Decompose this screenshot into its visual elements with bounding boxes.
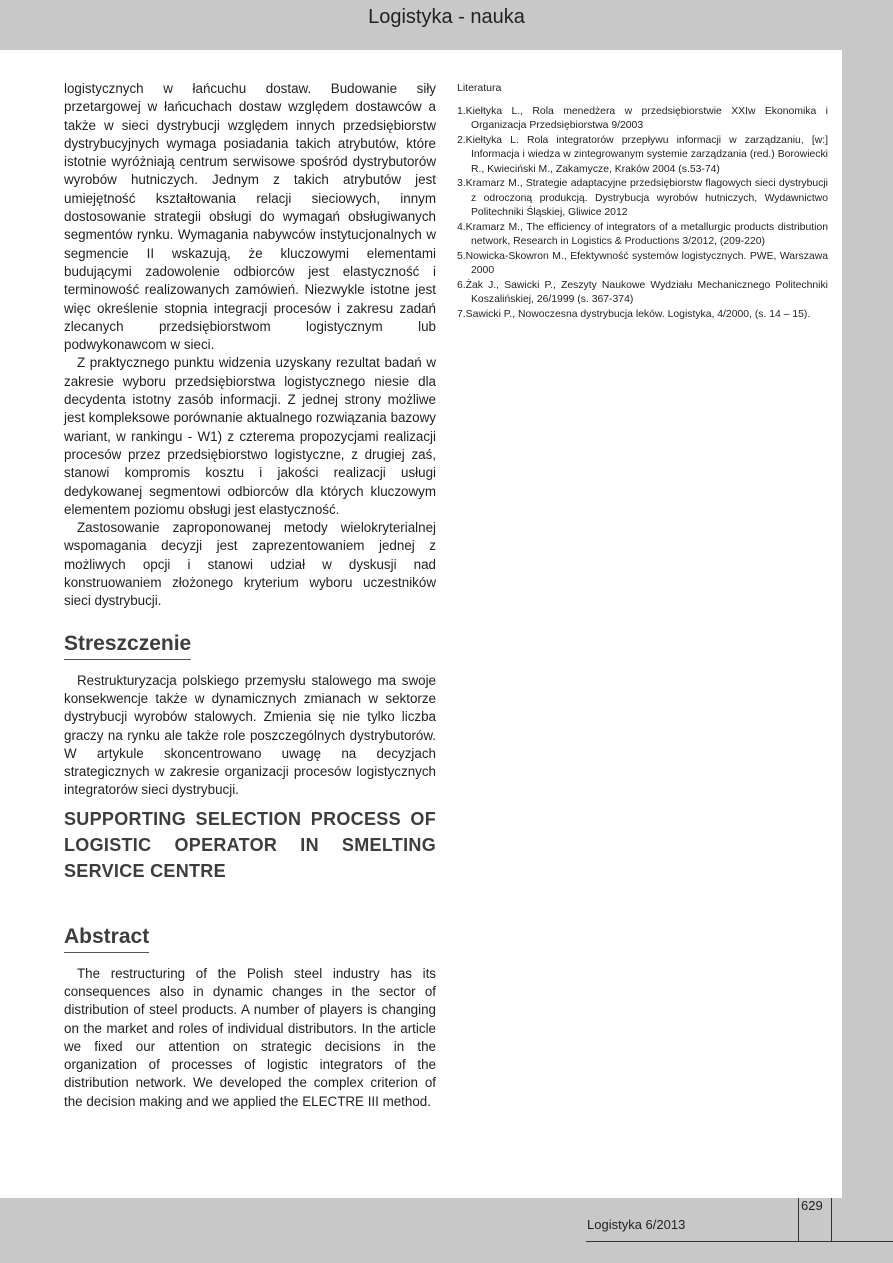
english-title: SUPPORTING SELECTION PROCESS OF LOGISTIC OPERATOR IN SMELTING SERVICE CENTRE	[64, 808, 436, 881]
header-title: Logistyka - nauka	[368, 6, 525, 28]
page-content	[0, 50, 842, 1198]
reference-item: 4.Kramarz M., The efficiency of integrators of a metallurgic products distribution network, Research in Logistics & Productions 3/2012, (209-220)	[457, 221, 828, 247]
streszczenie-text: Restrukturyzacja polskiego przemysłu stalowego ma swoje konsekwencje także w dynamicznych zmianach w sektorze dystrybucji wyrobów stalowych. Zmienia się nie tylko liczba graczy na rynku ale także role poszczególnych dystrybutorów. W artykule skoncentrowano uwagę na decyzjach strategicznych w zakresie organizacji procesów logistycznych integratorów sieci dystrybucji.	[64, 672, 436, 798]
body-paragraph: Z praktycznego punktu widzenia uzyskany rezultat badań w zakresie wyboru przedsiębiorstwa logistycznego niesie dla decydenta istotny zasób informacji. Z jednej strony możliwe jest kompleksowe porównanie aktualnego rozwiązania bazowy wariant, w rankingu - W1) z czterema propozycjami realizacji procesów przez przedsiębiorstwo logistyczne, z drugiej zaś, stanowi kompromis kosztu i jakości realizacji usługi dedykowanej segmentowi odbiorców dla których kluczowym elementem poziomu obsługi jest elastyczność.	[64, 355, 436, 517]
reference-item: 2.Kiełtyka L. Rola integratorów przepływu informacji w zarządzaniu, [w:] Informacja i wiedza w zintegrowanym systemie zarządzania (red.) Borowiecki R., Kwieciński M., Zakamycze, Kraków 2004 (s.53-74)	[457, 134, 828, 175]
literature-column	[457, 81, 828, 322]
page-number: 629	[798, 1198, 832, 1241]
body-paragraph: logistycznych w łańcuchu dostaw. Budowanie siły przetargowej w łańcuchach dostaw względem dostawców a także w sieci dystrybucji względem innych przedsiębiorstw dystrybucyjnych wymaga posiadania takich atrybutów, które istotnie wyróżniają centrum serwisowe spośród dystrybutorów wyrobów hutniczych. Jednym z takich atrybutów jest umiejętność kształtowania relacji sieciowych, innym dostosowanie strategii obsługi do wymagań obsługiwanych segmentów rynku. Wymagania nabywców instytucjonalnych w segmencie II wskazują, że kluczowymi elementami budującymi zadowolenie odbiorców jest elastyczność i terminowość realizowanych zamówień. Niezwykle istotne jest więc określenie stopnia integracji procesów i zakresu zadań zlecanych przedsiębiorstwom logistycznym lub podwykonawcom w sieci.	[64, 81, 436, 353]
literature-heading: Literatura	[457, 82, 502, 94]
streszczenie-heading: Streszczenie	[64, 631, 191, 660]
reference-item: 5.Nowicka-Skowron M., Efektywność systemów logistycznych. PWE, Warszawa 2000	[457, 250, 828, 276]
reference-item: 6.Żak J., Sawicki P., Zeszyty Naukowe Wydziału Mechanicznego Politechniki Koszalińskiej, 26/1999 (s. 367-374)	[457, 279, 828, 305]
abstract-heading: Abstract	[64, 924, 149, 953]
page-header	[0, 0, 893, 50]
body-paragraph: Zastosowanie zaproponowanej metody wielokryterialnej wspomagania decyzji jest zaprezentowaniem jednej z możliwych opcji i stanowi udział w dyskusji nad konstruowaniem złożonego kryterium wyboru uczestników sieci dystrybucji.	[64, 520, 436, 609]
abstract-text: The restructuring of the Polish steel industry has its consequences also in dynamic changes in the sector of distribution of steel products. A number of players is changing on the market and roles of individual distributors. In the article we fixed our attention on strategic decisions in the organization of processes of logistic integrators of the distribution network. We developed the complex criterion of the decision making and we applied the ELECTRE III method.	[64, 965, 436, 1109]
reference-item: 7.Sawicki P., Nowoczesna dystrybucja leków. Logistyka, 4/2000, (s. 14 – 15).	[457, 308, 811, 320]
main-column	[64, 80, 436, 1111]
footer-rule	[586, 1241, 893, 1242]
reference-item: 3.Kramarz M., Strategie adaptacyjne przedsiębiorstw flagowych sieci dystrybucji z odroczoną produkcją. Dystrybucja wyrobów hutniczych, Wydawnictwo Politechniki Śląskiej, Gliwice 2012	[457, 178, 828, 218]
reference-item: 1.Kiełtyka L., Rola menedżera w przedsiębiorstwie XXIw Ekonomika i Organizacja Przedsiębiorstwa 9/2003	[457, 105, 828, 131]
footer-journal: Logistyka 6/2013	[587, 1217, 686, 1232]
